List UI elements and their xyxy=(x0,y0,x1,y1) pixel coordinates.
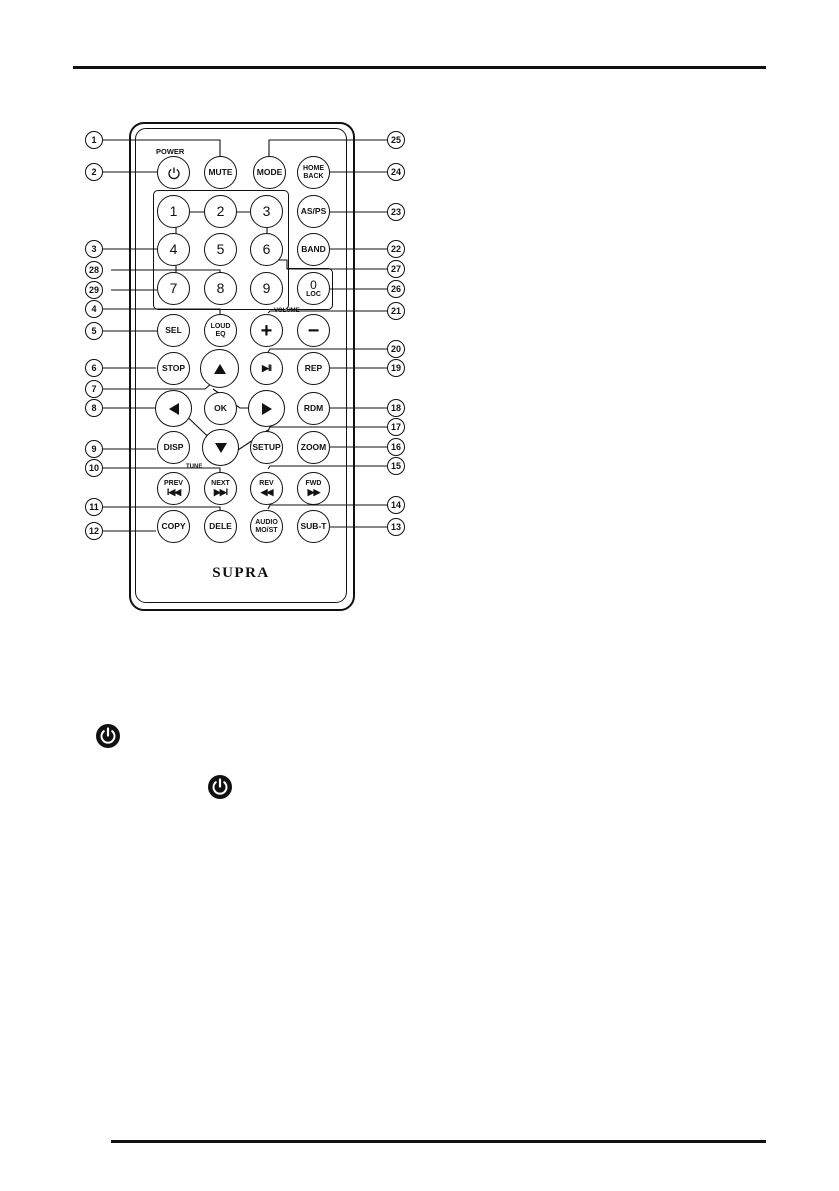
play-pause-icon: ▶II xyxy=(262,363,271,373)
prev-button[interactable] xyxy=(157,472,190,505)
plus-icon: + xyxy=(260,319,273,342)
callout-5: 5 xyxy=(85,322,103,340)
rdm-button[interactable] xyxy=(297,392,330,425)
tune-caption: TUNE xyxy=(186,464,203,470)
band-label: BAND xyxy=(301,244,326,254)
minus-icon: − xyxy=(307,319,320,342)
digit-2-button[interactable] xyxy=(204,195,237,228)
power-button[interactable] xyxy=(157,156,190,189)
callout-7: 7 xyxy=(85,380,103,398)
callout-23: 23 xyxy=(387,203,405,221)
rep-button[interactable] xyxy=(297,352,330,385)
callout-14: 14 xyxy=(387,496,405,514)
callout-21: 21 xyxy=(387,302,405,320)
callout-25: 25 xyxy=(387,131,405,149)
zoom-button[interactable] xyxy=(297,431,330,464)
footer-rule xyxy=(111,1140,766,1143)
disp-label: DISP xyxy=(163,442,184,452)
digit-3-label: 3 xyxy=(262,203,271,219)
callout-12: 12 xyxy=(85,522,103,540)
up-arrow-icon xyxy=(213,363,227,375)
callout-17: 17 xyxy=(387,418,405,436)
loc-label: LOC xyxy=(306,290,321,298)
callout-24: 24 xyxy=(387,163,405,181)
stop-button[interactable] xyxy=(157,352,190,385)
rev-icon: ◀◀ xyxy=(260,487,273,497)
callout-4: 4 xyxy=(85,300,103,318)
callout-19: 19 xyxy=(387,359,405,377)
rep-label: REP xyxy=(304,363,323,373)
callout-6: 6 xyxy=(85,359,103,377)
sub-t-button[interactable] xyxy=(297,510,330,543)
down-arrow-icon xyxy=(214,442,228,454)
power-icon xyxy=(95,723,121,749)
digit-8-button[interactable] xyxy=(204,272,237,305)
ok-label: OK xyxy=(214,403,227,413)
play-pause-button[interactable] xyxy=(250,352,283,385)
band-button[interactable] xyxy=(297,233,330,266)
audio-mo-st-button[interactable] xyxy=(250,510,283,543)
callout-22: 22 xyxy=(387,240,405,258)
digit-7-button[interactable] xyxy=(157,272,190,305)
digit-7-label: 7 xyxy=(169,280,178,296)
sub-t-label: SUB-T xyxy=(300,521,327,531)
callout-13: 13 xyxy=(387,518,405,536)
digit-5-label: 5 xyxy=(216,241,225,257)
prev-label: PREV xyxy=(163,480,184,487)
next-icon: ▶▶I xyxy=(213,487,228,497)
power-caption: POWER xyxy=(156,147,185,156)
digit-4-label: 4 xyxy=(169,241,178,257)
volume-caption: VOLUME xyxy=(274,308,300,314)
digit-1-button[interactable] xyxy=(157,195,190,228)
callout-2: 2 xyxy=(85,163,103,181)
digit-5-button[interactable] xyxy=(204,233,237,266)
loud-eq-button[interactable] xyxy=(204,314,237,347)
mo-st-label: MO/ST xyxy=(255,526,278,534)
fwd-button[interactable] xyxy=(297,472,330,505)
callout-27: 27 xyxy=(387,260,405,278)
callout-1: 1 xyxy=(85,131,103,149)
as-ps-label: AS/PS xyxy=(300,206,327,216)
digit-6-label: 6 xyxy=(262,241,271,257)
digit-9-label: 9 xyxy=(262,280,271,296)
disp-button[interactable] xyxy=(157,431,190,464)
callout-16: 16 xyxy=(387,438,405,456)
up-arrow-button[interactable] xyxy=(200,349,239,388)
mode-button[interactable] xyxy=(253,156,286,189)
callout-26: 26 xyxy=(387,280,405,298)
callout-29: 29 xyxy=(85,281,103,299)
callout-28: 28 xyxy=(85,261,103,279)
fwd-label: FWD xyxy=(305,480,322,487)
setup-label: SETUP xyxy=(252,442,281,452)
digit-9-button[interactable] xyxy=(250,272,283,305)
as-ps-button[interactable] xyxy=(297,195,330,228)
digit-6-button[interactable] xyxy=(250,233,283,266)
callout-10: 10 xyxy=(85,459,103,477)
callout-18: 18 xyxy=(387,399,405,417)
home-label: HOME xyxy=(303,164,324,172)
audio-label: AUDIO xyxy=(255,518,278,526)
digit-1-label: 1 xyxy=(169,203,178,219)
copy-button[interactable] xyxy=(157,510,190,543)
mute-button[interactable] xyxy=(204,156,237,189)
mode-label: MODE xyxy=(256,167,283,177)
brand-logo: SUPRA xyxy=(212,565,270,581)
callout-11: 11 xyxy=(85,498,103,516)
digit-4-button[interactable] xyxy=(157,233,190,266)
down-arrow-button[interactable] xyxy=(202,429,239,466)
home-back-button[interactable] xyxy=(297,156,330,189)
next-button[interactable] xyxy=(204,472,237,505)
rev-button[interactable] xyxy=(250,472,283,505)
left-arrow-button[interactable] xyxy=(155,390,192,427)
mute-label: MUTE xyxy=(208,167,233,177)
rev-label: REV xyxy=(259,480,274,487)
digit-2-label: 2 xyxy=(216,203,225,219)
eq-label: EQ xyxy=(215,330,226,338)
power-icon xyxy=(167,166,181,180)
digit-0-label: 0 xyxy=(310,277,317,292)
right-arrow-button[interactable] xyxy=(248,390,285,427)
callout-15: 15 xyxy=(387,457,405,475)
digit-0-loc-button[interactable] xyxy=(297,272,330,305)
loud-label: LOUD xyxy=(210,322,231,330)
digit-8-label: 8 xyxy=(216,280,225,296)
dele-label: DELE xyxy=(209,521,232,531)
prev-icon: I◀◀ xyxy=(166,487,181,497)
volume-up-button[interactable] xyxy=(250,314,283,347)
back-label: BACK xyxy=(303,172,324,180)
left-arrow-icon xyxy=(168,402,180,416)
setup-button[interactable] xyxy=(250,431,283,464)
digit-3-button[interactable] xyxy=(250,195,283,228)
sel-label: SEL xyxy=(165,325,182,335)
rdm-label: RDM xyxy=(303,403,324,413)
next-label: NEXT xyxy=(211,480,230,487)
ok-button[interactable] xyxy=(204,392,237,425)
sel-button[interactable] xyxy=(157,314,190,347)
dele-button[interactable] xyxy=(204,510,237,543)
zoom-label: ZOOM xyxy=(300,442,327,452)
fwd-icon: ▶▶ xyxy=(307,487,320,497)
right-arrow-icon xyxy=(261,402,273,416)
power-icon xyxy=(207,774,233,800)
copy-label: COPY xyxy=(161,521,186,531)
stop-label: STOP xyxy=(162,363,185,373)
callout-8: 8 xyxy=(85,399,103,417)
callout-9: 9 xyxy=(85,440,103,458)
callout-3: 3 xyxy=(85,240,103,258)
volume-down-button[interactable] xyxy=(297,314,330,347)
callout-20: 20 xyxy=(387,340,405,358)
